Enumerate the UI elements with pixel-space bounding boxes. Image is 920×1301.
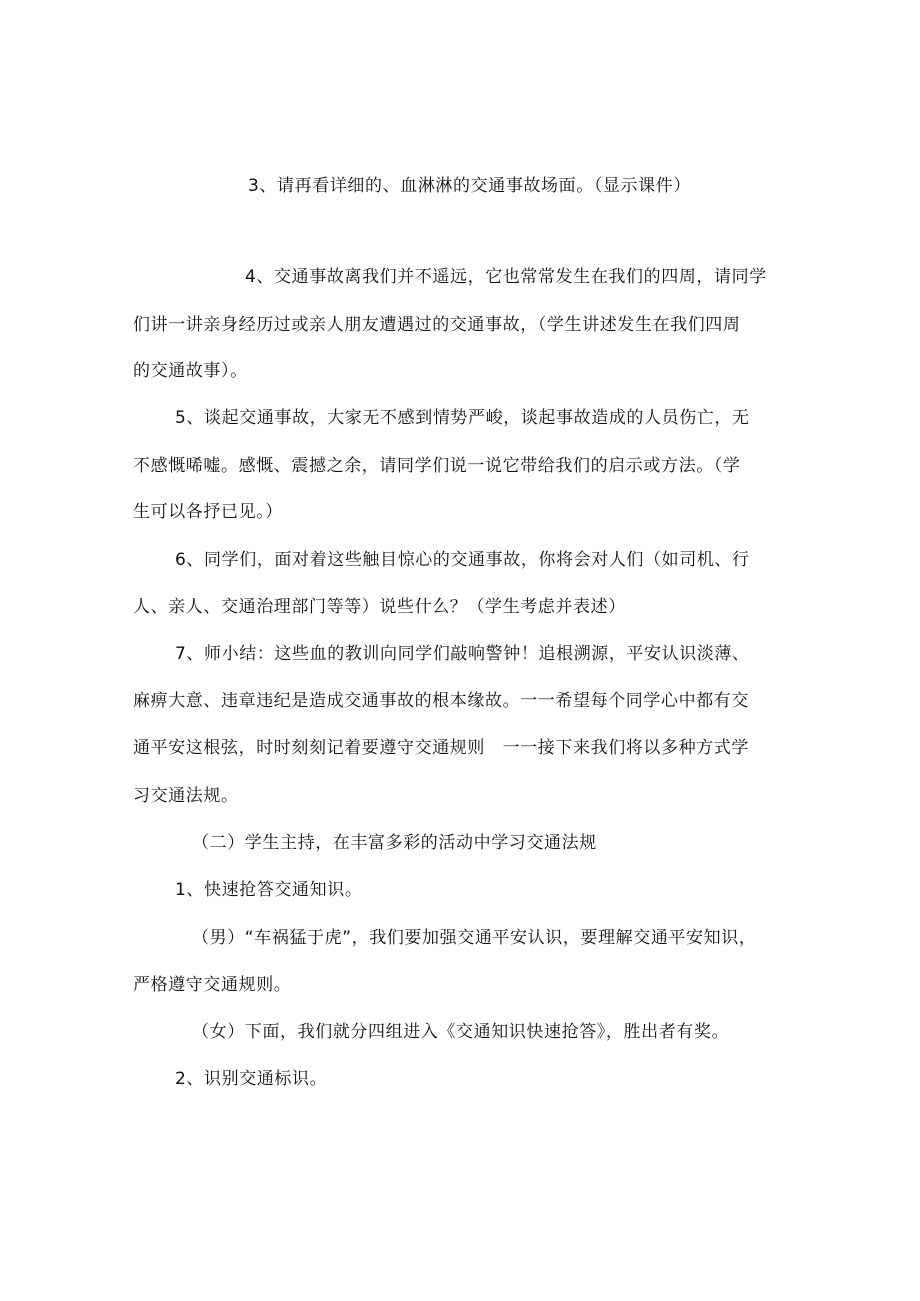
text-line: 1、快速抢答交通知识。 (175, 880, 363, 900)
text-line: 6、同学们，面对着这些触目惊心的交通事故，你将会对人们（如司机、行 (175, 550, 750, 570)
text-line: 2、识别交通标识。 (175, 1069, 328, 1089)
text-line: 通平安这根弦，时时刻刻记着要遵守交通规则 一一接下来我们将以多种方式学 (133, 738, 749, 758)
text-line: 生可以各抒已见。） (133, 502, 283, 522)
section-heading: （二）学生主持，在丰富多彩的活动中学习交通法规 (192, 833, 597, 853)
text-line: 4、交通事故离我们并不遥远，它也常常发生在我们的四周，请同学 (245, 267, 767, 287)
text-line: 们讲一讲亲身经历过或亲人朋友遭遇过的交通事故，（学生讲述发生在我们四周 (133, 315, 741, 335)
text-line: 习交通法规。 (133, 786, 239, 806)
text-line: 麻痹大意、违章违纪是造成交通事故的根本缘故。一一希望每个同学心中都有交 (133, 691, 749, 711)
text-line: 7、师小结：这些血的教训向同学们敲响警钟！追根溯源，平安认识淡薄、 (175, 644, 750, 664)
text-line: 5、谈起交通事故，大家无不感到情势严峻，谈起事故造成的人员伤亡，无 (175, 408, 750, 428)
text-line: 严格遵守交通规则。 (133, 975, 292, 995)
text-line: 人、亲人、交通治理部门等等）说些什么？（学生考虑并表述） (133, 597, 626, 617)
text-line: 不感慨唏嘘。感慨、震撼之余，请同学们说一说它带给我们的启示或方法。（学 (133, 456, 741, 476)
text-line: 3、请再看详细的、血淋淋的交通事故场面。（显示课件） (248, 176, 691, 196)
text-line: （女）下面，我们就分四组进入《交通知识快速抢答》，胜出者有奖。 (192, 1022, 730, 1042)
text-line: 的交通故事）。 (133, 361, 248, 381)
text-line: （男）“车祸猛于虎”，我们要加强交通平安认识，要理解交通平安知识， (192, 928, 757, 948)
